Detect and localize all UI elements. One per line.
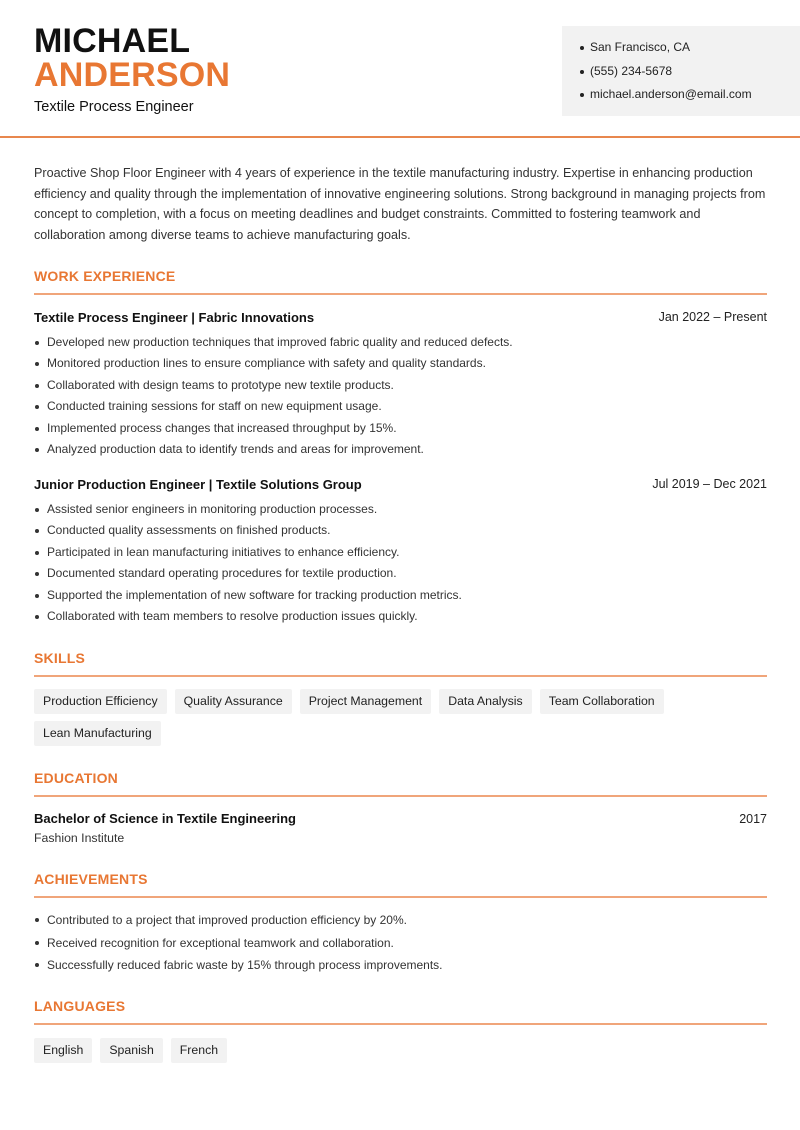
list-item: Analyzed production data to identify trends and areas for improvement. <box>34 439 767 460</box>
contact-location: San Francisco, CA <box>580 36 800 60</box>
summary-paragraph: Proactive Shop Floor Engineer with 4 years of experience in the textile manufacturing industry. Expertise in enhancing production efficiency and quality through the implementation of innovative engineering solutions. Strong background in managing projects from concept to completion, with a focus on meeting deadlines and budget constraints. Committed to fostering teamwork and collaboration among diverse teams to achieve manufacturing goals. <box>34 166 766 243</box>
education-degree: Bachelor of Science in Textile Engineering <box>34 811 296 826</box>
skill-tag: Lean Manufacturing <box>34 721 161 746</box>
job-bullets <box>34 499 767 627</box>
section-title-languages: LANGUAGES <box>34 998 126 1014</box>
last-name: ANDERSON <box>34 56 231 94</box>
list-item: Contributed to a project that improved production efficiency by 20%. <box>34 909 767 932</box>
language-tag: English <box>34 1038 92 1063</box>
list-item: Assisted senior engineers in monitoring production processes. <box>34 499 767 520</box>
skill-tag: Team Collaboration <box>540 689 664 714</box>
first-name: MICHAEL <box>34 22 191 60</box>
achievements-list <box>34 909 767 977</box>
list-item: Conducted training sessions for staff on new equipment usage. <box>34 396 767 417</box>
list-item: Received recognition for exceptional teamwork and collaboration. <box>34 932 767 955</box>
section-divider <box>34 795 767 797</box>
skill-tag: Quality Assurance <box>175 689 292 714</box>
list-item: Successfully reduced fabric waste by 15% through process improvements. <box>34 954 767 977</box>
list-item: Monitored production lines to ensure compliance with safety and quality standards. <box>34 353 767 374</box>
job-role: Junior Production Engineer | Textile Solutions Group <box>34 477 362 492</box>
list-item: Supported the implementation of new software for tracking production metrics. <box>34 585 767 606</box>
job-title: Textile Process Engineer <box>34 99 194 115</box>
job-role: Textile Process Engineer | Fabric Innovations <box>34 310 315 325</box>
job-bullets <box>34 332 767 460</box>
skill-tag: Data Analysis <box>439 689 532 714</box>
language-tag: Spanish <box>100 1038 162 1063</box>
section-divider <box>34 675 767 677</box>
section-title-achievements: ACHIEVEMENTS <box>34 871 148 887</box>
skill-tag: Production Efficiency <box>34 689 167 714</box>
section-divider <box>34 896 767 898</box>
section-divider <box>34 1023 767 1025</box>
resume-header <box>0 0 800 138</box>
list-item: Collaborated with design teams to prototype new textile products. <box>34 375 767 396</box>
job-dates: Jan 2022 – Present <box>658 310 767 324</box>
section-divider <box>34 293 767 295</box>
section-title-work: WORK EXPERIENCE <box>34 268 176 284</box>
list-item: Documented standard operating procedures for textile production. <box>34 563 767 584</box>
list-item: Implemented process changes that increased throughput by 15%. <box>34 418 767 439</box>
contact-phone: (555) 234-5678 <box>580 60 800 84</box>
list-item: Participated in lean manufacturing initiatives to enhance efficiency. <box>34 542 767 563</box>
languages-list <box>34 1038 767 1063</box>
language-tag: French <box>171 1038 227 1063</box>
skills-list <box>34 689 767 746</box>
education-year: 2017 <box>739 812 767 826</box>
section-title-education: EDUCATION <box>34 770 118 786</box>
job-dates: Jul 2019 – Dec 2021 <box>652 477 767 491</box>
skill-tag: Project Management <box>300 689 431 714</box>
contact-email[interactable]: michael.anderson@email.com <box>580 83 800 107</box>
education-school: Fashion Institute <box>34 831 125 845</box>
section-title-skills: SKILLS <box>34 650 85 666</box>
list-item: Collaborated with team members to resolve production issues quickly. <box>34 606 767 627</box>
job-header <box>34 477 767 492</box>
job-header <box>34 310 767 325</box>
list-item: Developed new production techniques that improved fabric quality and reduced defects. <box>34 332 767 353</box>
contact-box <box>562 26 800 116</box>
list-item: Conducted quality assessments on finished products. <box>34 520 767 541</box>
